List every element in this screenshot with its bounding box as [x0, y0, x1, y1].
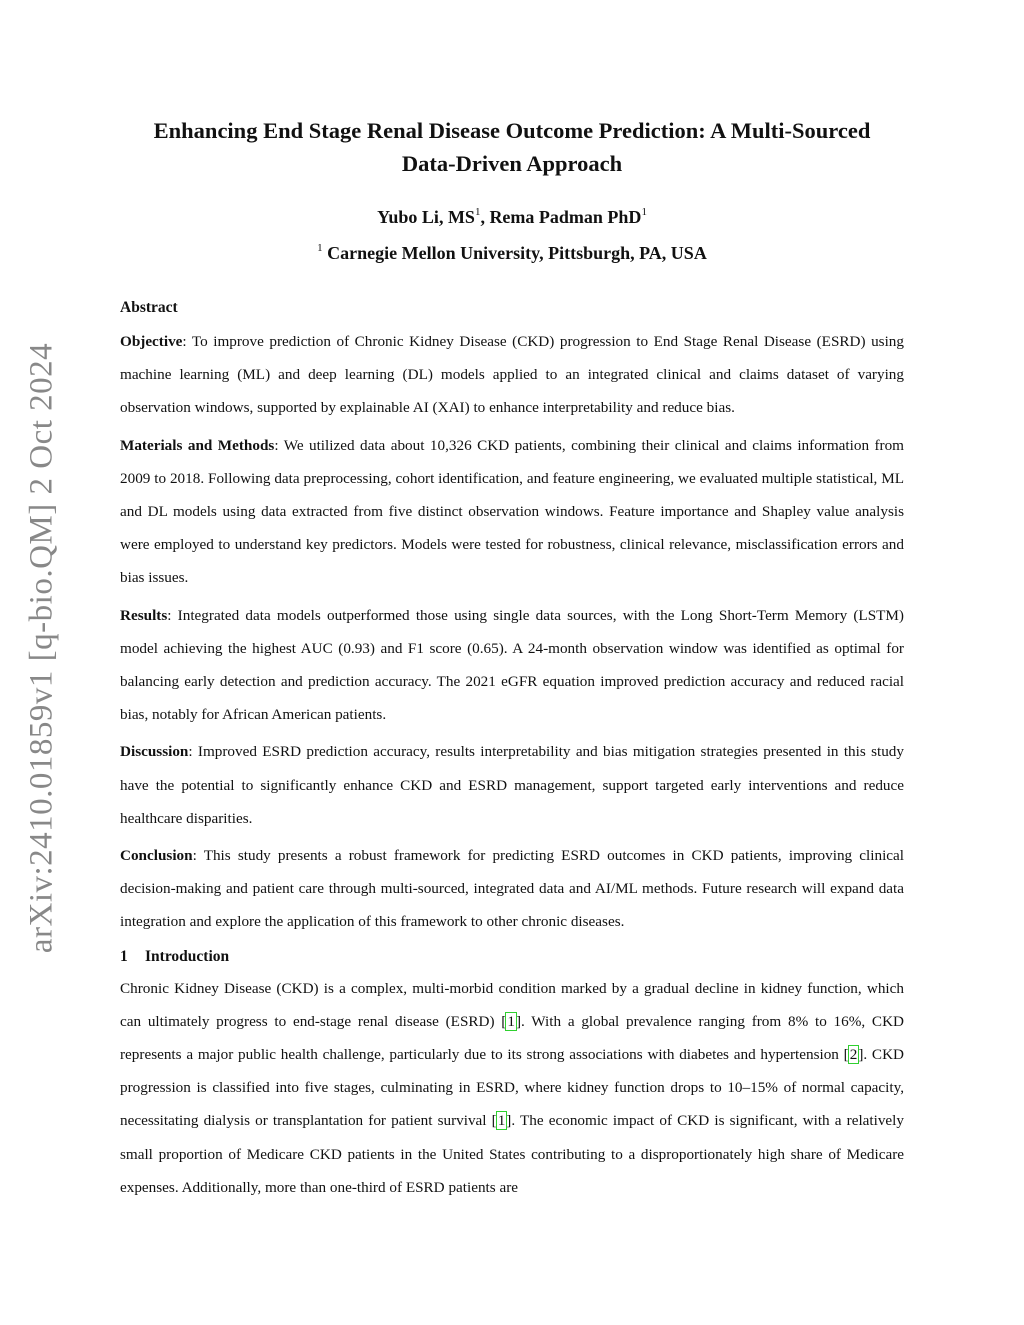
section-title: Introduction — [145, 947, 230, 965]
intro-text-part-1: Chronic Kidney Disease (CKD) is a complex, multi-morbid condition marked by a gradual decline in kidney function, which can ultimately progress to end-stage renal disease (ESRD) [ — [120, 979, 904, 1030]
conclusion-text: : This study presents a robust framework for predicting ESRD outcomes in CKD patients, improving clinical decision-making and patient care through multi-sourced, integrated data and AI/ML methods. Future research will expand data integration and explore the application of this framework to other chronic diseases. — [120, 847, 904, 931]
title-line-2: Data-Driven Approach — [401, 151, 623, 176]
abstract-methods — [120, 429, 904, 595]
results-text: : Integrated data models outperformed those using single data sources, with the Long Short-Term Memory (LSTM) model achieving the highest AUC (0.93) and F1 score (0.65). A 24-month observation window was identified as optimal for balancing early detection and prediction accuracy. The 2021 eGFR equation improved prediction accuracy and reduced racial bias, notably for African American patients. — [120, 606, 904, 724]
citation-link-1[interactable]: 1 — [507, 1012, 515, 1030]
arxiv-identifier-stamp: arXiv:2410.01859v1 [q-bio.QM] 2 Oct 2024 — [23, 342, 60, 954]
affiliation-text: Carnegie Mellon University, Pittsburgh, PA, USA — [327, 243, 707, 263]
citation-link-1-repeat[interactable]: 1 — [497, 1112, 506, 1130]
conclusion-label: Conclusion — [120, 847, 193, 865]
methods-label: Materials and Methods — [120, 436, 275, 454]
abstract-results — [120, 599, 904, 732]
paper-title — [120, 114, 904, 180]
author-2-affiliation-marker: 1 — [641, 206, 647, 218]
abstract-objective — [120, 325, 904, 425]
affiliation — [120, 240, 904, 266]
intro-text-part-2: ]. With a global prevalence ranging from 8% to 16%, CKD represents a major public health challenge, particularly due to its strong associations with diabetes and hypertension [ — [120, 1012, 905, 1064]
discussion-text: : Improved ESRD prediction accuracy, results interpretability and bias mitigation strategies presented in this study have the potential to significantly enhance CKD and ESRD management, support targeted early interventions and reduce healthcare disparities. — [120, 743, 904, 827]
author-list — [120, 204, 904, 230]
author-2-name: Rema Padman PhD — [489, 207, 642, 227]
abstract-discussion — [120, 735, 904, 835]
abstract-heading: Abstract — [120, 299, 178, 316]
abstract-conclusion — [120, 839, 904, 939]
author-separator: , — [480, 207, 490, 227]
introduction-heading — [120, 946, 904, 968]
citation-link-2[interactable]: 2 — [849, 1046, 858, 1064]
discussion-label: Discussion — [120, 743, 189, 761]
section-number: 1 — [120, 947, 128, 965]
title-line-1: Enhancing End Stage Renal Disease Outcome Prediction: A Multi-Sourced — [153, 118, 871, 143]
author-1-name: Yubo Li, MS — [377, 207, 475, 227]
intro-text-part-4: ]. The economic impact of CKD is significant, with a relatively small proportion of Medicare CKD patients in the United States contributing to a disproportionately high share of Medicare expenses. Additionally, more than one-third of ESRD patients are — [120, 1112, 904, 1196]
author-1-affiliation-marker: 1 — [474, 206, 481, 218]
introduction-paragraph — [120, 972, 904, 1204]
results-label: Results — [120, 606, 168, 624]
affiliation-marker: 1 — [317, 242, 323, 254]
paper-body — [120, 297, 904, 1208]
objective-label: Objective — [120, 333, 183, 350]
intro-text-part-3: ]. CKD progression is classified into five stages, culminating in ESRD, where kidney function drops to 10–15% of normal capacity, necessitating dialysis or transplantation for patient survival [ — [120, 1046, 905, 1130]
methods-text: : We utilized data about 10,326 CKD patients, combining their clinical and claims information from 2009 to 2018. Following data preprocessing, cohort identification, and feature engineering, we evaluated multiple statistical, ML and DL models using data extracted from five distinct observation windows. Feature importance and Shapley value analysis were employed to understand key predictors. Models were tested for robustness, clinical relevance, misclassification errors and bias issues. — [120, 436, 904, 587]
objective-text: : To improve prediction of Chronic Kidney Disease (CKD) progression to End Stage Renal Disease (ESRD) using machine learning (ML) and deep learning (DL) models applied to an integrated clinical and claims dataset of varying observation windows, supported by explainable AI (XAI) to enhance interpretability and reduce bias. — [120, 333, 904, 417]
